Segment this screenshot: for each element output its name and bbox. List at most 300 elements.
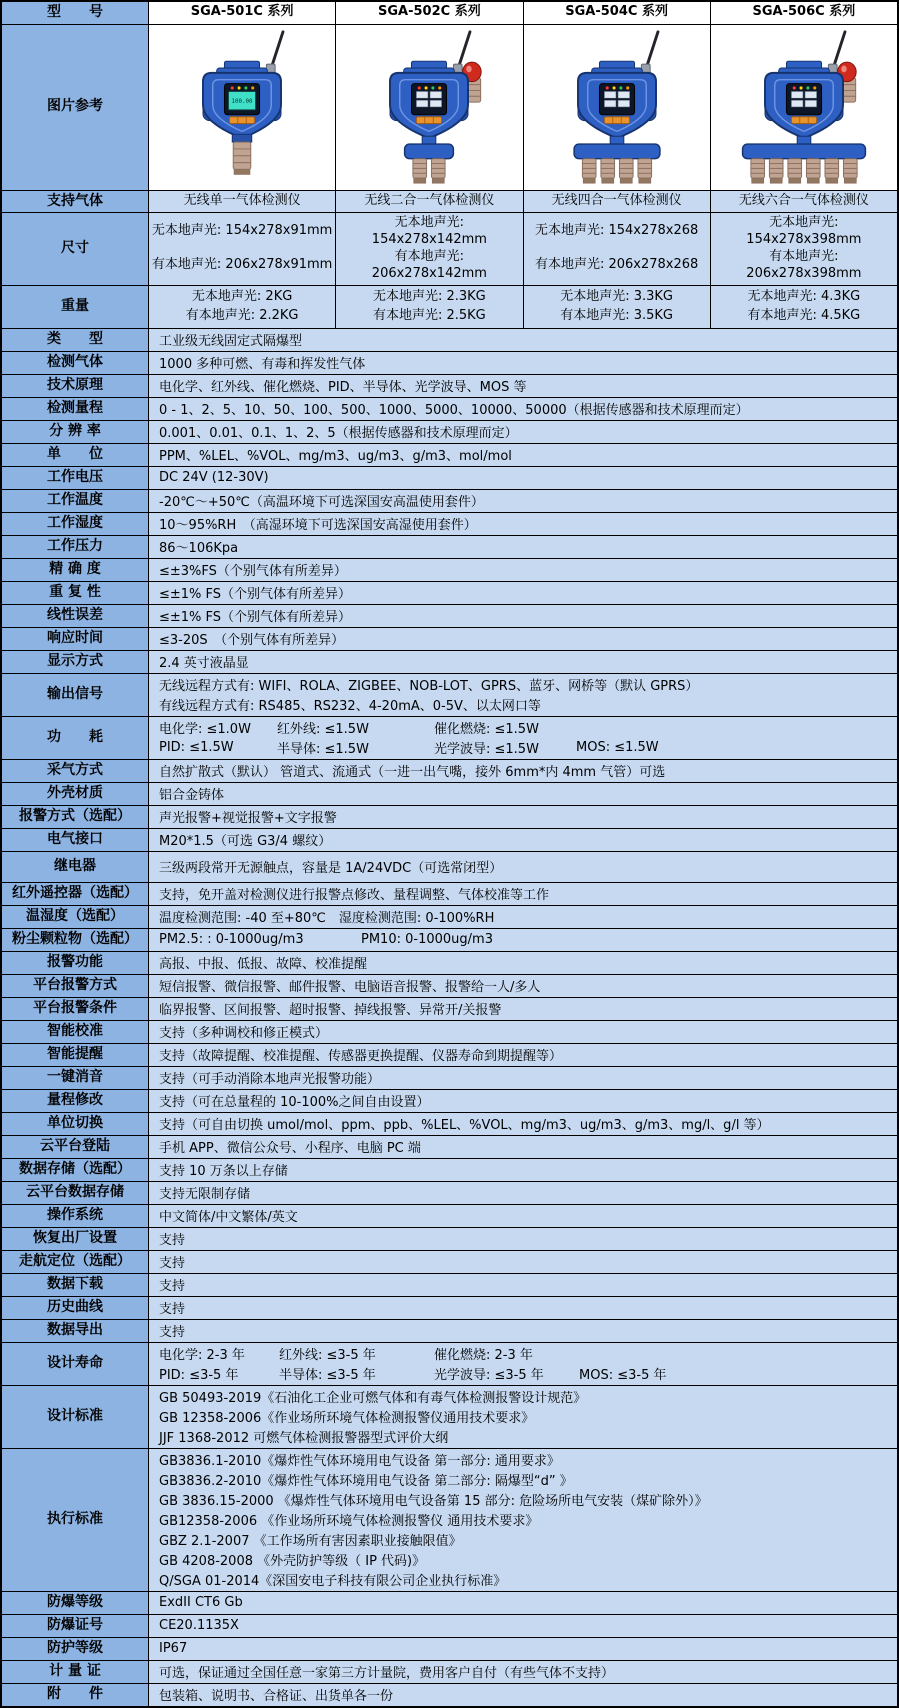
row-value-area — [149, 513, 897, 535]
row-value-area — [149, 783, 897, 805]
table-row — [2, 1320, 897, 1343]
row-value-area — [149, 1274, 897, 1296]
spec-line — [159, 1662, 891, 1682]
row-value-area — [149, 1136, 897, 1158]
spec-text: GB 12358-2006《作业场所环境气体检测报警仪通用技术要求》 — [159, 1411, 535, 1427]
cell-line: 有本地声光: 206x278x398mm — [746, 248, 862, 281]
spec-text: 铝合金铸体 — [159, 788, 225, 804]
spec-text: MOS: ≤3-5 年 — [579, 1368, 667, 1384]
model-header-cell — [711, 2, 897, 24]
spec-line — [159, 1298, 891, 1318]
row-value-area — [149, 906, 897, 928]
row-label: 重量 — [2, 286, 149, 328]
screen-reading: 100.00 — [231, 99, 253, 106]
row-label: 粉尘颗粒物（选配） — [2, 929, 149, 951]
row-label: 检测量程 — [2, 398, 149, 420]
spec-text: 0.001、0.01、0.1、1、2、5（根据传感器和技术原理而定） — [159, 426, 518, 442]
row-label: 单 位 — [2, 444, 149, 466]
spec-line — [159, 1275, 891, 1295]
spec-text: PID: ≤3-5 年 — [159, 1368, 239, 1384]
model-header-cell — [149, 2, 336, 24]
spec-text: 支持（故障提醒、校准提醒、传感器更换提醒、仪器寿命到期提醒等） — [159, 1049, 563, 1065]
spec-line — [159, 1183, 891, 1203]
spec-text: 半导体: ≤3-5 年 — [279, 1368, 376, 1384]
spec-text: 支持，免开盖对检测仪进行报警点修改、量程调整、气体校准等工作 — [159, 888, 550, 904]
spec-line — [159, 1593, 891, 1613]
spec-line — [159, 1114, 891, 1134]
value-cell — [336, 213, 523, 285]
table-row — [2, 1684, 897, 1706]
cell-line: 有本地声光: 206x278x268 — [534, 257, 699, 273]
row-value-area — [149, 651, 897, 673]
spec-text: 高报、中报、低报、故障、校准提醒 — [159, 957, 368, 973]
row-value-area — [149, 1297, 897, 1319]
spec-line — [159, 738, 891, 758]
cell-line: 无本地声光: 3.3KG — [560, 288, 674, 304]
spec-text: GB 3836.15-2000 《爆炸性气体环境用电气设备第 15 部分: 危险场所电气安装（煤矿除外）》 — [159, 1494, 708, 1510]
spec-line — [159, 1530, 891, 1550]
row-label: 设计寿命 — [2, 1343, 149, 1385]
row-value-area — [149, 1182, 897, 1204]
device-illustration-sga-501c — [150, 29, 334, 185]
row-value-area — [149, 1159, 897, 1181]
spec-text: 支持（多种调校和修正模式） — [159, 1026, 329, 1042]
cell-line: 无本地声光: 2.3KG — [372, 288, 486, 304]
row-label: 计 量 证 — [2, 1661, 149, 1683]
table-row — [2, 1136, 897, 1159]
row-value-area — [149, 1638, 897, 1660]
spec-text: ≤±1% FS（个别气体有所差异） — [159, 587, 352, 603]
detector-body — [203, 61, 281, 138]
row-label: 工作压力 — [2, 536, 149, 558]
row-value-area — [149, 929, 897, 951]
cell-line: 有本地声光: 2.5KG — [372, 307, 486, 323]
row-label: 一键消音 — [2, 1067, 149, 1089]
table-row — [2, 852, 897, 883]
row-label: 继电器 — [2, 852, 149, 882]
spec-text: 86～106Kpa — [159, 541, 239, 557]
row-label: 型 号 — [2, 2, 149, 24]
row-label: 报警方式（选配） — [2, 806, 149, 828]
spec-text: 光学波导: ≤1.5W — [434, 742, 539, 758]
spec-text: GB 4208-2008 《外壳防护等级（ IP 代码)》 — [159, 1554, 426, 1570]
row-value-area — [149, 467, 897, 489]
table-row — [2, 760, 897, 783]
spec-line — [159, 1427, 891, 1447]
table-row — [2, 806, 897, 829]
spec-text: 短信报警、微信报警、邮件报警、电脑语音报警、报警给一人/多人 — [159, 980, 541, 996]
table-row — [2, 783, 897, 806]
manifold — [405, 144, 454, 159]
table-row — [2, 444, 897, 467]
device-image-sga-504c — [524, 25, 711, 190]
row-label: 采气方式 — [2, 760, 149, 782]
table-row — [2, 213, 897, 286]
cell-line: SGA-506C 系列 — [752, 4, 856, 20]
spec-line — [159, 1344, 891, 1364]
row-label: 温湿度（选配） — [2, 906, 149, 928]
row-label: 分 辨 率 — [2, 421, 149, 443]
table-row — [2, 906, 897, 929]
spec-text: 工业级无线固定式隔爆型 — [159, 334, 303, 350]
row-label: 云平台登陆 — [2, 1136, 149, 1158]
cell-line: SGA-504C 系列 — [565, 4, 668, 20]
spec-text: GB12358-2006 《作业场所环境气体检测报警仪 通用技术要求》 — [159, 1514, 539, 1530]
spec-line — [159, 1160, 891, 1180]
spec-text: 红外线: ≤1.5W — [277, 722, 369, 738]
row-value-area — [149, 375, 897, 397]
spec-text: PID: ≤1.5W — [159, 740, 234, 756]
spec-line — [159, 330, 891, 350]
row-label: 数据下载 — [2, 1274, 149, 1296]
spec-line — [159, 999, 891, 1019]
row-value-area — [149, 582, 897, 604]
table-row — [2, 628, 897, 651]
table-row — [2, 421, 897, 444]
spec-text: 支持 — [159, 1302, 186, 1318]
table-row — [2, 582, 897, 605]
table-row — [2, 1592, 897, 1615]
table-row — [2, 1251, 897, 1274]
row-label: 云平台数据存储 — [2, 1182, 149, 1204]
sensor-head-icon — [582, 159, 596, 183]
model-header-cell — [336, 2, 523, 24]
row-value-area — [149, 1205, 897, 1227]
model-header-cell — [524, 2, 711, 24]
row-label: 类 型 — [2, 329, 149, 351]
row-value-area — [149, 628, 897, 650]
spec-text: 红外线: ≤3-5 年 — [279, 1348, 376, 1364]
row-value-area — [149, 1228, 897, 1250]
cell-line: 无本地声光: 154x278x398mm — [746, 215, 862, 247]
table-row — [2, 536, 897, 559]
row-value-area — [149, 1661, 897, 1683]
spec-text: 支持 — [159, 1279, 186, 1295]
sensor-head-icon — [806, 159, 820, 183]
table-row — [2, 490, 897, 513]
spec-text: 支持 — [159, 1256, 186, 1272]
row-label: 报警功能 — [2, 952, 149, 974]
spec-text: 催化燃烧: ≤1.5W — [434, 722, 539, 738]
spec-text: 中文简体/中文繁体/英文 — [159, 1210, 298, 1226]
table-row — [2, 605, 897, 628]
row-label: 恢复出厂设置 — [2, 1228, 149, 1250]
spec-text: 电化学、红外线、催化燃烧、PID、半导体、光学波导、MOS 等 — [159, 380, 527, 396]
spec-text: 支持 — [159, 1233, 186, 1249]
row-label: 线性误差 — [2, 605, 149, 627]
row-label: 智能校准 — [2, 1021, 149, 1043]
spec-text: MOS: ≤1.5W — [576, 740, 659, 756]
table-row — [2, 1182, 897, 1205]
row-value-area — [149, 536, 897, 558]
table-row — [2, 651, 897, 674]
row-label: 防爆证号 — [2, 1615, 149, 1637]
row-value-area — [149, 559, 897, 581]
row-label: 工作温度 — [2, 490, 149, 512]
spec-line — [159, 1639, 891, 1659]
row-value-area — [149, 1343, 897, 1385]
spec-line — [159, 1490, 891, 1510]
table-row — [2, 998, 897, 1021]
cell-line: SGA-501C 系列 — [190, 4, 294, 20]
table-row — [2, 467, 897, 490]
spec-text: 催化燃烧: 2-3 年 — [434, 1348, 533, 1364]
row-value-area — [149, 1449, 897, 1591]
spec-line — [159, 422, 891, 442]
spec-text: 支持无限制存储 — [159, 1187, 251, 1203]
row-label: 操作系统 — [2, 1205, 149, 1227]
cell-line: 无本地声光: 154x278x142mm — [371, 215, 487, 247]
row-value-area — [149, 444, 897, 466]
spec-line — [159, 1229, 891, 1249]
table-row — [2, 883, 897, 906]
row-value-area — [149, 1320, 897, 1342]
value-cell — [336, 286, 523, 328]
spec-text: 半导体: ≤1.5W — [277, 742, 369, 758]
row-value-area — [149, 421, 897, 443]
sensor-head-icon — [843, 159, 857, 183]
spec-text: PM2.5: : 0-1000ug/m3 — [159, 932, 304, 948]
table-row — [2, 1638, 897, 1661]
spec-text: 10～95%RH （高湿环境下可选深国安高湿使用套件） — [159, 518, 477, 534]
spec-text: PM10: 0-1000ug/m3 — [361, 932, 493, 948]
row-label: 重 复 性 — [2, 582, 149, 604]
row-label: 图片参考 — [2, 25, 149, 190]
row-value-area — [149, 1021, 897, 1043]
device-image-sga-502c — [336, 25, 523, 190]
table-row — [2, 1297, 897, 1320]
row-label: 单位切换 — [2, 1113, 149, 1135]
sensor-head-icon — [601, 159, 615, 183]
row-label: 平台报警条件 — [2, 998, 149, 1020]
sensor-head-icon — [825, 159, 839, 183]
spec-text: GB3836.2-2010《爆炸性气体环境用电气设备 第二部分: 隔爆型“d” 》 — [159, 1474, 573, 1490]
cell-line: 有本地声光: 206x278x142mm — [371, 248, 487, 281]
table-row — [2, 1044, 897, 1067]
value-cell — [711, 191, 897, 213]
row-value-area — [149, 605, 897, 627]
row-label: 设计标准 — [2, 1386, 149, 1448]
row-value-area — [149, 674, 897, 716]
row-value-area — [149, 998, 897, 1020]
row-value-area — [149, 398, 897, 420]
row-label: 工作湿度 — [2, 513, 149, 535]
spec-text: 有线远程方式有: RS485、RS232、4-20mA、0-5V、以太网口等 — [159, 699, 541, 715]
spec-line — [159, 1407, 891, 1427]
row-label: 工作电压 — [2, 467, 149, 489]
value-cell — [336, 191, 523, 213]
cell-line: 无线六合一气体检测仪 — [738, 192, 869, 208]
spec-line — [159, 1137, 891, 1157]
spec-text: 手机 APP、微信公众号、小程序、电脑 PC 端 — [159, 1141, 421, 1157]
row-label: 防护等级 — [2, 1638, 149, 1660]
table-row — [2, 1661, 897, 1684]
spec-line — [159, 560, 891, 580]
spec-line — [159, 718, 891, 738]
row-value-area — [149, 213, 897, 285]
table-row — [2, 1274, 897, 1297]
table-row — [2, 1067, 897, 1090]
spec-line — [159, 857, 891, 877]
spec-text: IP67 — [159, 1641, 188, 1657]
spec-text: ≤±1% FS（个别气体有所差异） — [159, 610, 352, 626]
row-value-area — [149, 1090, 897, 1112]
row-value-area — [149, 852, 897, 882]
row-value-area — [149, 352, 897, 374]
sensor-head-icon — [413, 159, 427, 183]
spec-line — [159, 491, 891, 511]
cell-line: 无本地声光: 2KG — [191, 288, 293, 304]
row-value-area — [149, 829, 897, 851]
row-value-area — [149, 1615, 897, 1637]
sensor-head-icon — [769, 159, 783, 183]
spec-text: 支持（可手动消除本地声光报警功能） — [159, 1072, 381, 1088]
spec-text: JJF 1368-2012 可燃气体检测报警器型式评价大纲 — [159, 1431, 449, 1447]
spec-line — [159, 1206, 891, 1226]
spec-line — [159, 953, 891, 973]
table-row — [2, 375, 897, 398]
row-value-area — [149, 1251, 897, 1273]
spec-line — [159, 1470, 891, 1490]
sensor-head-icon — [619, 159, 633, 183]
table-row — [2, 1205, 897, 1228]
spec-text: ExdII CT6 Gb — [159, 1595, 243, 1611]
spec-line — [159, 652, 891, 672]
row-value-area — [149, 490, 897, 512]
row-label: 红外遥控器（选配） — [2, 883, 149, 905]
table-row — [2, 975, 897, 998]
cell-line: 无线单一气体检测仪 — [183, 192, 301, 208]
table-row — [2, 1113, 897, 1136]
spec-line — [159, 1510, 891, 1530]
spec-text: 2.4 英寸液晶显 — [159, 656, 249, 672]
manifold — [574, 144, 660, 159]
spec-line — [159, 1450, 891, 1470]
sensor-head-icon — [638, 159, 652, 183]
row-label: 精 确 度 — [2, 559, 149, 581]
device-image-sga-506c — [711, 25, 897, 190]
spec-line — [159, 761, 891, 781]
sensor-collar — [232, 134, 252, 142]
cell-line: 无线二合一气体检测仪 — [364, 192, 495, 208]
spec-line — [159, 830, 891, 850]
spec-text: 自然扩散式（默认） 管道式、流通式（一进一出气嘴，接外 6mm*内 4mm 气管）可选 — [159, 765, 666, 781]
spec-line — [159, 1321, 891, 1341]
value-cell — [149, 286, 336, 328]
table-row — [2, 1449, 897, 1592]
spec-text: 三级两段常开无源触点，容量是 1A/24VDC（可选常闭型） — [159, 861, 503, 877]
spec-line — [159, 675, 891, 695]
row-value-area — [149, 1684, 897, 1706]
manifold — [742, 144, 865, 159]
detector-body — [578, 61, 656, 138]
value-cell — [524, 286, 711, 328]
cell-line: 无本地声光: 154x278x91mm — [151, 223, 333, 239]
table-row — [2, 1090, 897, 1113]
cell-line: 无本地声光: 154x278x268 — [534, 223, 699, 239]
cell-line: 有本地声光: 4.5KG — [747, 307, 861, 323]
value-cell — [149, 213, 336, 285]
spec-text: Q/SGA 01-2014《深国安电子科技有限公司企业执行标准》 — [159, 1574, 507, 1590]
row-value-area — [149, 25, 897, 190]
spec-line — [159, 376, 891, 396]
spec-line — [159, 1091, 891, 1111]
spec-line — [159, 1045, 891, 1065]
spec-text: 1000 多种可燃、有毒和挥发性气体 — [159, 357, 366, 373]
spec-text: 临界报警、区间报警、超时报警、掉线报警、异常开/关报警 — [159, 1003, 502, 1019]
sensor-head-icon — [751, 159, 765, 183]
row-value-area — [149, 952, 897, 974]
cell-line: 有本地声光: 206x278x91mm — [151, 257, 333, 273]
table-row — [2, 329, 897, 352]
spec-text: ≤3-20S （个别气体有所差异） — [159, 633, 345, 649]
device-illustration-sga-504c — [525, 29, 709, 185]
spec-line — [159, 976, 891, 996]
row-value-area — [149, 1067, 897, 1089]
device-image-sga-501c — [149, 25, 336, 190]
spec-text: GBZ 2.1-2007 《工作场所有害因素职业接触限值》 — [159, 1534, 462, 1550]
spec-text: 包装箱、说明书、合格证、出货单各一份 — [159, 1689, 394, 1705]
table-row — [2, 1228, 897, 1251]
spec-line — [159, 583, 891, 603]
spec-text: 支持 10 万条以上存储 — [159, 1164, 288, 1180]
row-label: 外壳材质 — [2, 783, 149, 805]
spec-line — [159, 514, 891, 534]
cell-line: 无本地声光: 4.3KG — [747, 288, 861, 304]
spec-line — [159, 930, 891, 950]
spec-line — [159, 784, 891, 804]
spec-line — [159, 445, 891, 465]
spec-line — [159, 1068, 891, 1088]
spec-line — [159, 1616, 891, 1636]
row-value-area — [149, 1113, 897, 1135]
row-value-area — [149, 329, 897, 351]
value-cell — [524, 213, 711, 285]
spec-line — [159, 629, 891, 649]
spec-text: -20℃～+50℃（高温环境下可选深国安高温使用套件） — [159, 495, 484, 511]
value-cell — [711, 286, 897, 328]
spec-text: 支持 — [159, 1325, 186, 1341]
spec-line — [159, 399, 891, 419]
row-value-area — [149, 1044, 897, 1066]
row-label: 走航定位（选配） — [2, 1251, 149, 1273]
spec-text: 温度检测范围: -40 至+80℃ 湿度检测范围: 0-100%RH — [159, 911, 495, 927]
table-row — [2, 1615, 897, 1638]
row-label: 显示方式 — [2, 651, 149, 673]
row-label: 响应时间 — [2, 628, 149, 650]
spec-text: 电化学: 2-3 年 — [159, 1348, 245, 1364]
row-value-area — [149, 760, 897, 782]
row-label: 检测气体 — [2, 352, 149, 374]
spec-text: 支持（可在总量程的 10-100%之间自由设置） — [159, 1095, 430, 1111]
spec-line — [159, 884, 891, 904]
table-row — [2, 717, 897, 760]
spec-line — [159, 1252, 891, 1272]
table-row — [2, 1021, 897, 1044]
row-value-area — [149, 975, 897, 997]
row-label: 量程修改 — [2, 1090, 149, 1112]
table-row — [2, 352, 897, 375]
row-label: 技术原理 — [2, 375, 149, 397]
spec-line — [159, 1364, 891, 1384]
row-label: 输出信号 — [2, 674, 149, 716]
antenna-icon — [641, 32, 658, 75]
row-label: 智能提醒 — [2, 1044, 149, 1066]
spec-line — [159, 468, 891, 488]
row-label: 数据存储（选配） — [2, 1159, 149, 1181]
row-value-area — [149, 2, 897, 24]
sensor-head-icon — [788, 159, 802, 183]
